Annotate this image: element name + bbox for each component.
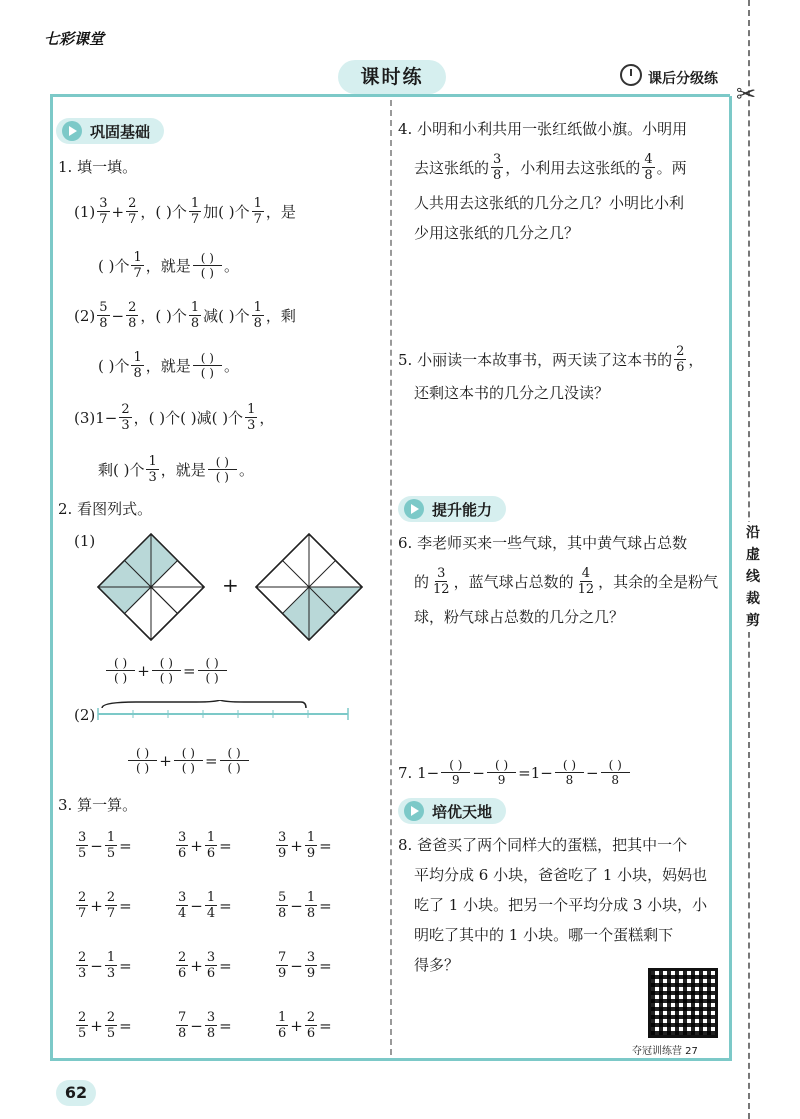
q1-title: 1. 填一填。 [58,158,138,176]
q1-part1-line1: (1) $\frac{3}{7}$ + $\frac{2}{7}$ ，( )个 $\frac{1}{7}$ 加( )个 $\frac{1}{7}$ ，是 [74,196,296,227]
cut-label: 沿虚线裁剪 [742,522,764,632]
calc-item: $\frac{7}{9}$ − $\frac{3}{9}$ = [278,950,332,981]
diamond-figure-left [96,532,206,642]
calc-item: $\frac{2}{6}$ + $\frac{3}{6}$ = [178,950,232,981]
q4-line4: 少用这张纸的几分之几？ [414,224,580,242]
q7-equation: 7. 1− $\frac{( )}{9}$ − $\frac{( )}{9}$ =1− $\frac{( )}{8}$ − $\frac{( )}{8}$ [398,758,632,787]
q8-line1: 8. 爸爸买了两个同样大的蛋糕，把其中一个 [398,836,688,854]
answer-blank[interactable]: $\frac{( )}{( )}$ [208,455,237,484]
play-icon [404,801,424,821]
q1-part1-line2: ( )个 $\frac{1}{7}$ ，就是 $\frac{( )}{( )}$ 。 [98,250,239,281]
answer-blank[interactable]: $\frac{( )}{( )}$ [193,251,222,280]
q5-line1: 5. 小丽读一本故事书，两天读了这本书的 $\frac{2}{6}$ ， [398,344,704,375]
diamond-figure-right [254,532,364,642]
clock-icon [620,64,642,86]
calc-item: $\frac{2}{5}$ + $\frac{2}{5}$ = [78,1010,132,1041]
page-number: 62 [56,1080,96,1106]
q2-equation-2: $\frac{( )}{( )}$ + $\frac{( )}{( )}$ = $\frac{( )}{( )}$ [126,746,251,775]
q8-line2: 平均分成 6 小块，爸爸吃了 1 小块，妈妈也 [414,866,708,884]
q1-part3-line2: 剩( )个 $\frac{1}{3}$ ，就是 $\frac{( )}{( )}$ 。 [98,454,254,485]
plus-sign: + [222,573,239,597]
q2-equation-1: $\frac{( )}{( )}$ + $\frac{( )}{( )}$ = $\frac{( )}{( )}$ [104,656,229,685]
q4-line2: 去这张纸的 $\frac{3}{8}$ ，小利用去这张纸的 $\frac{4}{8}$ 。两 [414,152,687,183]
qr-code[interactable] [648,968,718,1038]
q2-part1-label: (1) [74,532,96,550]
q6-line3: 球，粉气球占总数的几分之几？ [414,608,625,626]
play-icon [62,121,82,141]
calc-item: $\frac{2}{7}$ + $\frac{2}{7}$ = [78,890,132,921]
play-icon [404,499,424,519]
calc-item: $\frac{3}{5}$ − $\frac{1}{5}$ = [78,830,132,861]
q6-line1: 6. 李老师买来一些气球，其中黄气球占总数 [398,534,688,552]
calc-item: $\frac{1}{6}$ + $\frac{2}{6}$ = [278,1010,332,1041]
section-label: 培优天地 [432,802,493,821]
qr-label: 夺冠训练营 27 [632,1046,698,1057]
section-excel [398,798,506,824]
q8-line4: 明吃了其中的 1 小块。哪一个蛋糕剩下 [414,926,674,944]
calc-item: $\frac{5}{8}$ − $\frac{1}{8}$ = [278,890,332,921]
section-advance [398,496,506,522]
q1-part3-line1: (3)1− $\frac{2}{3}$ ，( )个( )减( )个 $\frac{1}{3}$ ， [74,402,275,433]
calc-item: $\frac{3}{6}$ + $\frac{1}{6}$ = [178,830,232,861]
q1-part2-line2: ( )个 $\frac{1}{8}$ ，就是 $\frac{( )}{( )}$ 。 [98,350,239,381]
section-label: 提升能力 [432,500,493,519]
q8-line5: 得多？ [414,956,460,974]
q2-title: 2. 看图列式。 [58,500,153,518]
answer-blank[interactable]: $\frac{( )}{( )}$ [193,351,222,380]
scissors-icon: ✂ [736,80,757,108]
calc-item: $\frac{3}{4}$ − $\frac{1}{4}$ = [178,890,232,921]
q4-line3: 人共用去这张纸的几分之几？小明比小利 [414,194,685,212]
q4-line1: 4. 小明和小利共用一张红纸做小旗。小明用 [398,120,688,138]
segment-bar-figure [96,700,352,726]
page-subtitle: 课后分级练 [648,71,718,87]
q8-line3: 吃了 1 小块。把另一个平均分成 3 小块，小 [414,896,708,914]
page-title: 课时练 [338,60,446,94]
section-label: 巩固基础 [90,122,151,141]
brand-logo: 七彩课堂 [44,30,105,48]
section-basic [56,118,164,144]
calc-item: $\frac{2}{3}$ − $\frac{1}{3}$ = [78,950,132,981]
calc-item: $\frac{7}{8}$ − $\frac{3}{8}$ = [178,1010,232,1041]
column-divider [390,100,392,1055]
q6-line2: 的 $\frac{3}{12}$ ，蓝气球占总数的 $\frac{4}{12}$ ，其余的全是粉气 [414,566,719,597]
q3-title: 3. 算一算。 [58,796,138,814]
q2-part2-label: (2) [74,706,96,724]
calc-item: $\frac{3}{9}$ + $\frac{1}{9}$ = [278,830,332,861]
q5-line2: 还剩这本书的几分之几没读？ [414,384,610,402]
q1-part2-line1: (2) $\frac{5}{8}$ − $\frac{2}{8}$ ，( )个 $\frac{1}{8}$ 减( )个 $\frac{1}{8}$ ，剩 [74,300,296,331]
